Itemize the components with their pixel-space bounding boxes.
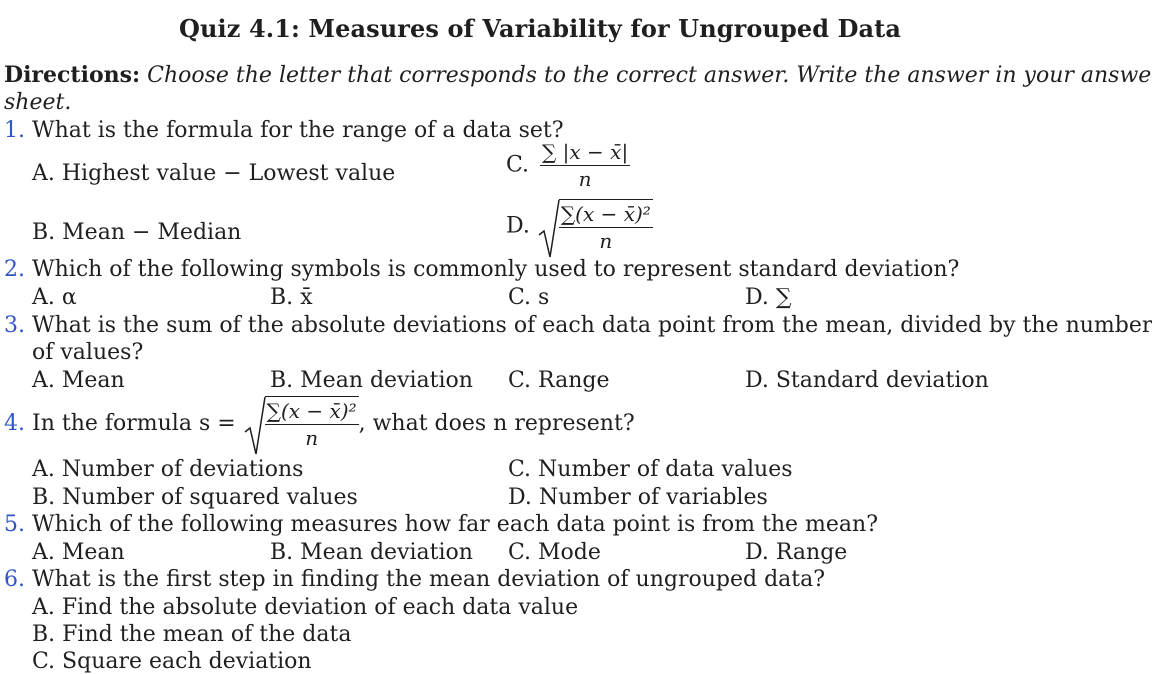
q4-option-c[interactable]: C. Number of data values <box>508 457 793 482</box>
radical-sign-icon <box>243 396 267 456</box>
question-5 <box>4 512 878 537</box>
question-4 <box>4 396 635 460</box>
q2-option-d[interactable]: D. ∑ <box>745 285 792 310</box>
q1-option-d[interactable] <box>506 199 653 254</box>
q2-option-b[interactable]: B. x̄ <box>270 285 313 310</box>
question-number: 4. <box>4 411 25 437</box>
directions-label: Directions: <box>4 62 141 88</box>
question-number: 3. <box>4 313 25 338</box>
q1-option-b[interactable]: B. Mean − Median <box>32 220 242 245</box>
fraction-bar <box>540 165 630 166</box>
q2-option-c[interactable]: C. s <box>508 285 550 310</box>
directions-text-line1: Choose the letter that corresponds to the correct answer. Write the answer in your answe <box>147 63 1152 88</box>
question-text: What is the first step in finding the mean deviation of ungrouped data? <box>32 567 826 592</box>
q5-option-c[interactable]: C. Mode <box>508 540 601 565</box>
q6-option-b[interactable]: B. Find the mean of the data <box>32 622 352 647</box>
question-text-line2: of values? <box>32 340 144 365</box>
q6-option-c[interactable]: C. Square each deviation <box>32 649 312 674</box>
option-letter: C. <box>506 152 530 178</box>
q1-option-c[interactable] <box>506 140 630 191</box>
radical-sign-icon <box>537 199 561 259</box>
q3-option-c[interactable]: C. Range <box>508 368 610 393</box>
question-6 <box>4 567 825 592</box>
q1-option-a[interactable]: A. Highest value − Lowest value <box>32 161 396 186</box>
fraction-denominator: n <box>599 229 613 254</box>
question-text: What is the formula for the range of a data set? <box>32 118 564 143</box>
fraction-denominator: n <box>578 167 592 192</box>
q5-option-d[interactable]: D. Range <box>745 540 848 565</box>
question-number: 2. <box>4 257 25 282</box>
question-number: 6. <box>4 567 25 592</box>
question-2 <box>4 257 959 282</box>
q6-option-a[interactable]: A. Find the absolute deviation of each data value <box>32 595 579 620</box>
q5-option-b[interactable]: B. Mean deviation <box>270 540 473 565</box>
q3-option-b[interactable]: B. Mean deviation <box>270 368 473 393</box>
square-root-formula <box>243 396 359 451</box>
q4-option-d[interactable]: D. Number of variables <box>508 485 768 510</box>
directions <box>4 62 1151 88</box>
question-text-line1: What is the sum of the absolute deviations of each data point from the mean, divided by the number <box>32 313 1152 338</box>
question-text: Which of the following symbols is commonly used to represent standard deviation? <box>32 257 960 282</box>
question-3 <box>4 313 1152 338</box>
question-number: 5. <box>4 512 25 537</box>
q5-option-a[interactable]: A. Mean <box>32 540 125 565</box>
fraction-bar <box>559 227 653 228</box>
q2-option-a[interactable]: A. α <box>32 285 77 310</box>
question-1 <box>4 118 564 143</box>
option-letter: D. <box>506 213 530 239</box>
fraction-denominator: n <box>305 426 319 451</box>
question-text-prefix: In the formula s = <box>32 411 236 437</box>
question-text: Which of the following measures how far each data point is from the mean? <box>32 512 879 537</box>
fraction-formula <box>540 140 630 191</box>
q3-option-a[interactable]: A. Mean <box>32 368 125 393</box>
q4-option-a[interactable]: A. Number of deviations <box>32 457 304 482</box>
page-title: Quiz 4.1: Measures of Variability for Ungrouped Data <box>178 14 902 43</box>
square-root-formula <box>537 199 653 254</box>
question-text-suffix: , what does n represent? <box>358 411 635 437</box>
fraction-numerator: ∑(x − x̄)² <box>266 399 357 423</box>
question-number: 1. <box>4 118 25 143</box>
fraction-numerator: ∑ |x − x̄| <box>542 140 629 164</box>
fraction-bar <box>265 424 359 425</box>
q3-option-d[interactable]: D. Standard deviation <box>745 368 989 393</box>
directions-text-line2: sheet. <box>4 90 72 115</box>
q4-option-b[interactable]: B. Number of squared values <box>32 485 358 510</box>
fraction-numerator: ∑(x − x̄)² <box>560 202 651 226</box>
